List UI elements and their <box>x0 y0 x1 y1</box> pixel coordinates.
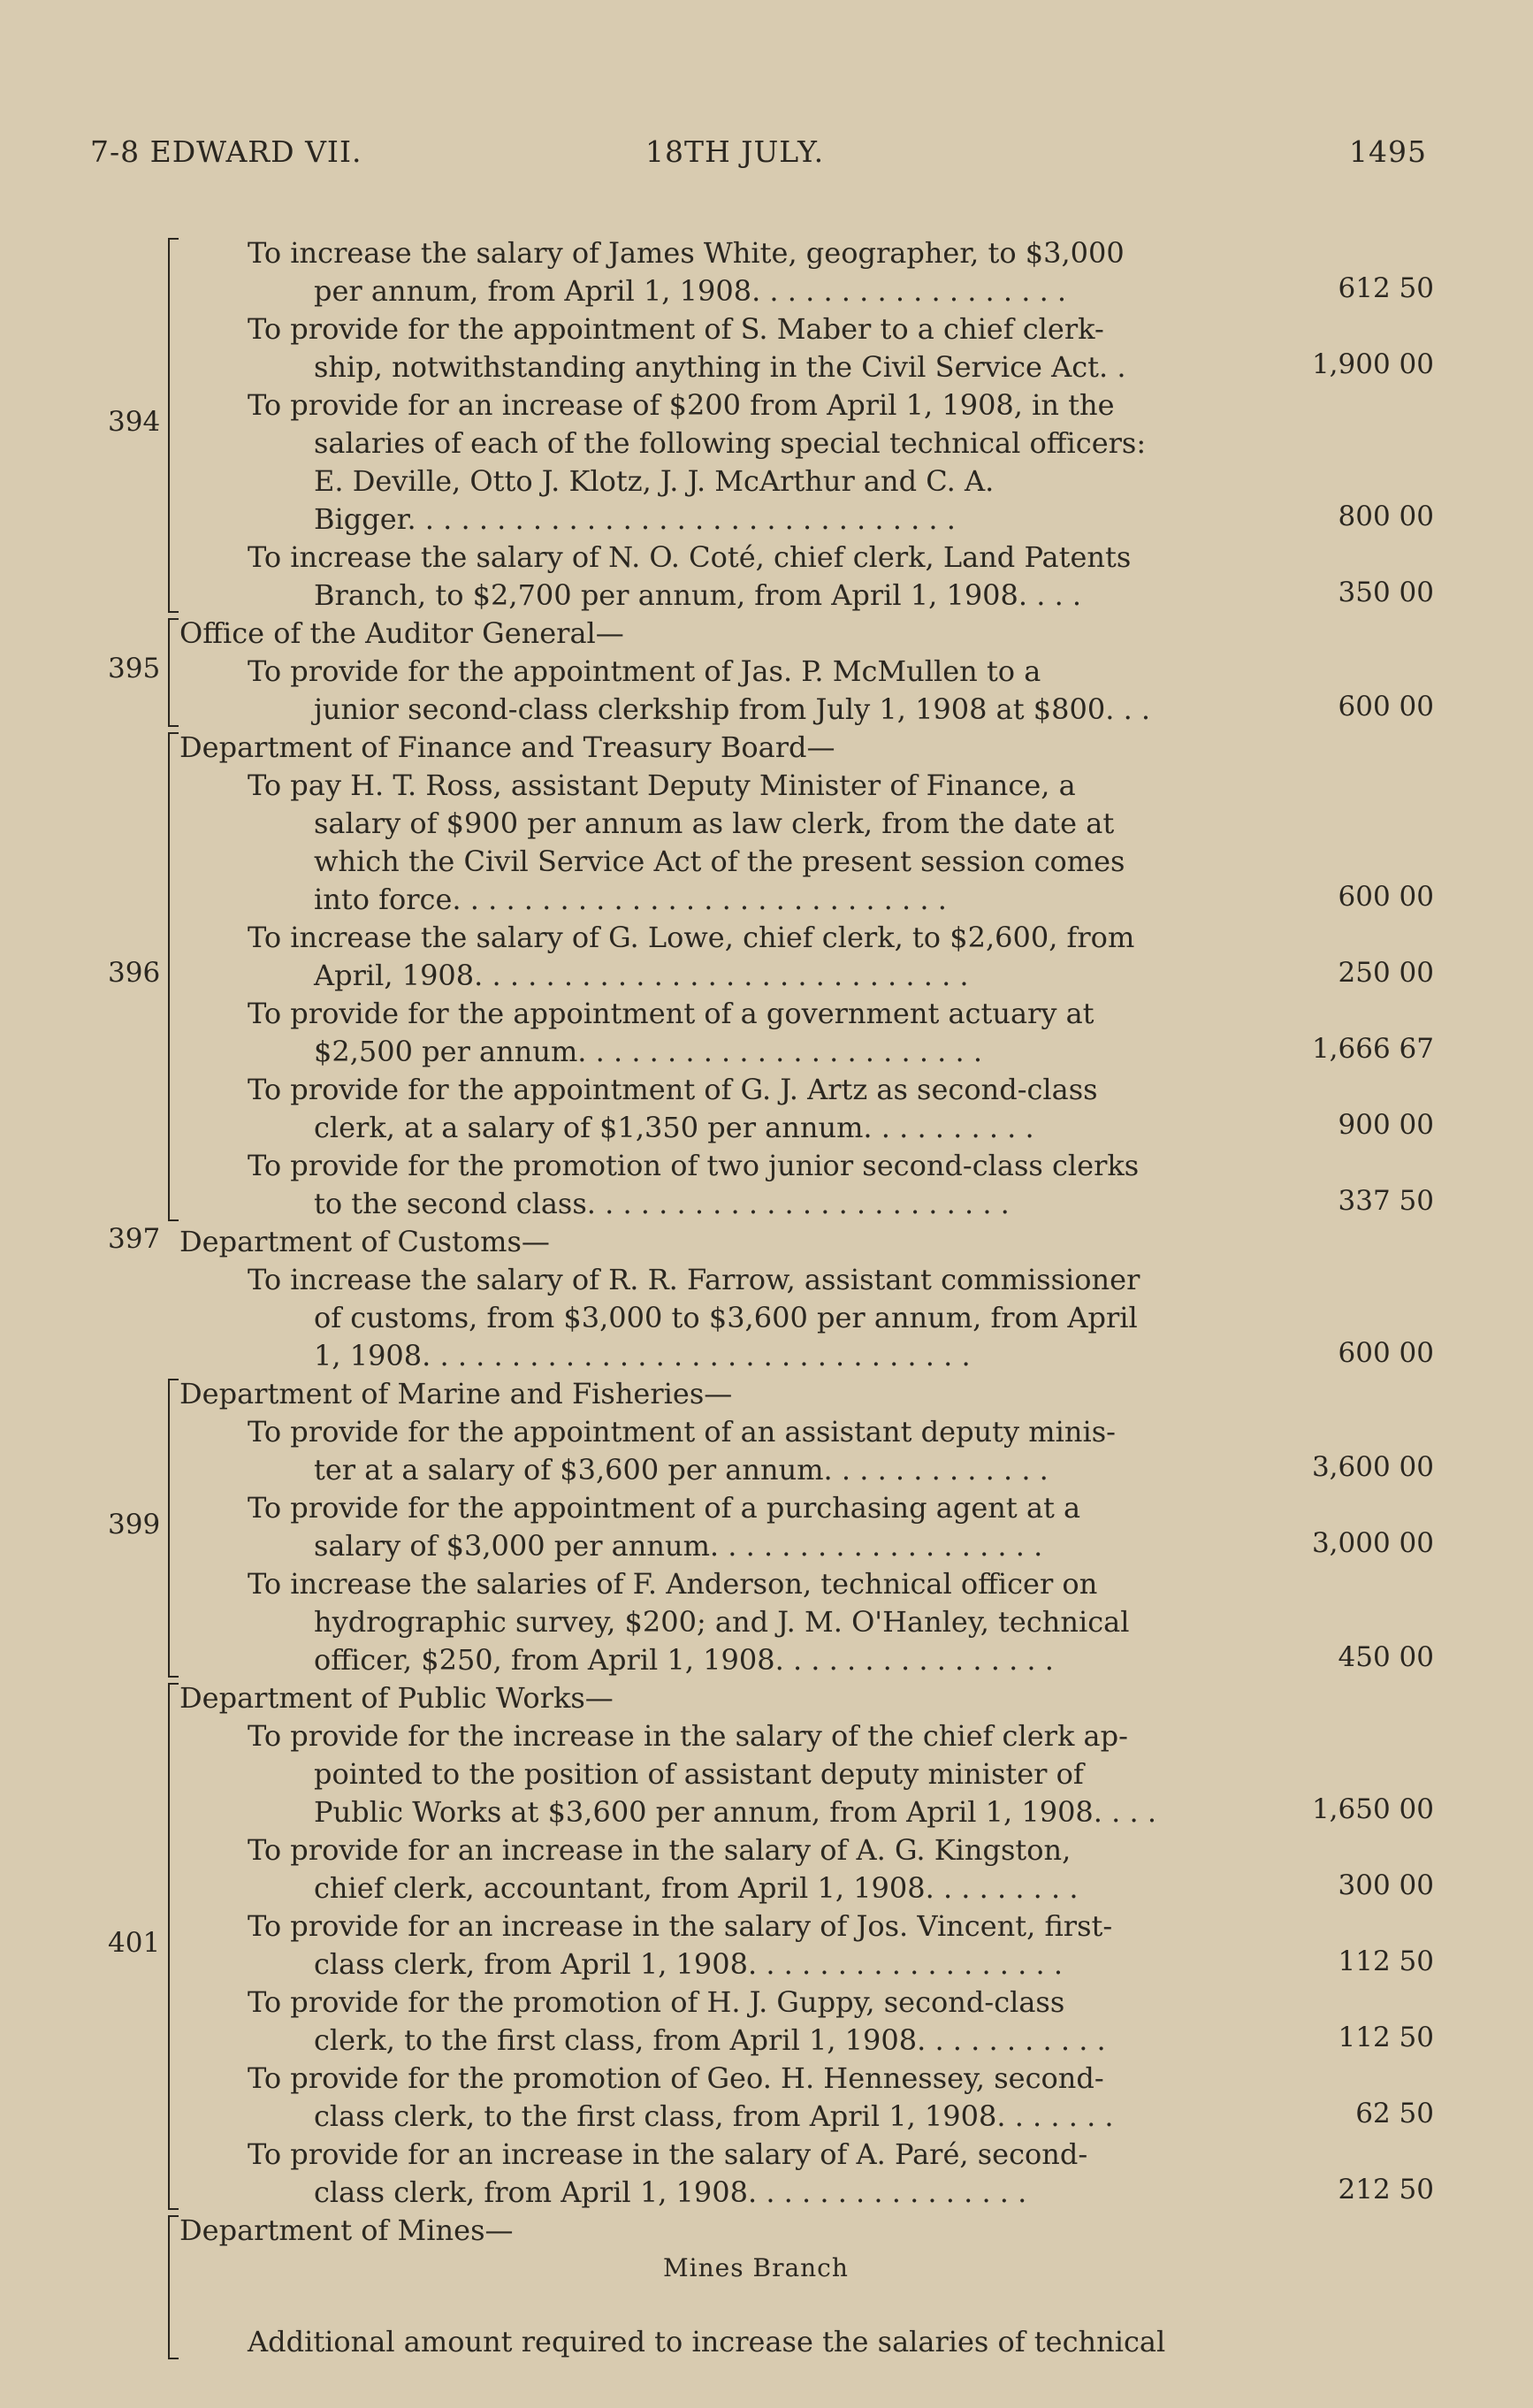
item-amount: 1,650 00 <box>1311 1793 1434 1825</box>
item-line: class clerk, from April 1, 1908. . . . . . . . . . . . . . . . <box>314 2175 1027 2209</box>
estimate-item <box>248 386 1229 539</box>
item-line: E. Deville, Otto J. Klotz, J. J. McArthur and C. A. <box>314 464 995 498</box>
vote-number: 395 <box>108 653 161 684</box>
vote-number: 394 <box>108 406 161 438</box>
section-heading: Office of the Auditor General— <box>179 616 624 650</box>
item-line: officer, $250, from April 1, 1908. . . . . . . . . . . . . . . . <box>314 1643 1054 1677</box>
item-line: To provide for the appointment of Jas. P. McMullen to a <box>248 654 1041 688</box>
vote-number: 397 <box>108 1223 161 1255</box>
item-line: To provide for an increase in the salary of Jos. Vincent, first- <box>248 1909 1113 1943</box>
item-line: To provide for the appointment of S. Maber to a chief clerk- <box>248 312 1104 346</box>
estimate-item <box>248 1071 1229 1147</box>
vote-number: 399 <box>108 1509 161 1540</box>
estimate-item <box>248 919 1229 995</box>
section-subheading: Mines Branch <box>663 2253 849 2282</box>
estimate-item <box>248 234 1229 310</box>
item-line: To provide for an increase of $200 from April 1, 1908, in the <box>248 388 1115 422</box>
item-line: $2,500 per annum. . . . . . . . . . . . . . . . . . . . . . . <box>314 1035 983 1068</box>
item-line: Additional amount required to increase the salaries of technical <box>248 2325 1166 2358</box>
estimate-item <box>248 2136 1229 2212</box>
item-line: To provide for the promotion of Geo. H. Hennessey, second- <box>248 2061 1104 2095</box>
estimate-item <box>248 2323 1229 2361</box>
estimate-item <box>248 1907 1229 1984</box>
item-line: clerk, to the first class, from April 1, 1908. . . . . . . . . . . <box>314 2023 1106 2057</box>
estimate-item <box>248 1565 1229 1679</box>
item-line: To increase the salaries of F. Anderson, technical officer on <box>248 1567 1098 1601</box>
item-amount: 900 00 <box>1338 1109 1434 1141</box>
item-line: To pay H. T. Ross, assistant Deputy Minister of Finance, a <box>248 768 1076 802</box>
item-amount: 3,600 00 <box>1311 1451 1434 1483</box>
item-line: To provide for the promotion of H. J. Guppy, second-class <box>248 1985 1065 2019</box>
item-amount: 600 00 <box>1338 691 1434 722</box>
vote-number: 401 <box>108 1927 161 1959</box>
estimate-item <box>248 1489 1229 1565</box>
section-heading: Department of Finance and Treasury Board— <box>179 730 835 764</box>
item-line: To increase the salary of N. O. Coté, chief clerk, Land Patents <box>248 540 1132 574</box>
item-amount: 62 50 <box>1355 2098 1434 2129</box>
section-brace <box>168 732 182 1221</box>
page-number: 1495 <box>1349 134 1427 169</box>
item-line: hydrographic survey, $200; and J. M. O'Hanley, technical <box>314 1605 1130 1639</box>
item-line: To increase the salary of R. R. Farrow, assistant commissioner <box>248 1263 1140 1296</box>
header-left: 7-8 EDWARD VII. <box>90 134 362 169</box>
estimate-item <box>248 2060 1229 2136</box>
item-line: to the second class. . . . . . . . . . . . . . . . . . . . . . . . <box>314 1187 1010 1220</box>
item-line: To provide for the appointment of a purchasing agent at a <box>248 1491 1081 1525</box>
item-line: To increase the salary of James White, geographer, to $3,000 <box>248 236 1125 270</box>
estimate-item <box>248 1413 1229 1489</box>
estimate-item <box>248 1717 1229 1831</box>
item-line: salaries of each of the following special technical officers: <box>314 426 1147 460</box>
item-line: To provide for the appointment of an assistant deputy minis- <box>248 1415 1116 1449</box>
item-line: Bigger. . . . . . . . . . . . . . . . . . . . . . . . . . . . . . . <box>314 502 956 536</box>
section-brace <box>168 618 182 727</box>
item-amount: 300 00 <box>1338 1869 1434 1901</box>
section-heading: Department of Mines— <box>179 2213 514 2247</box>
item-line: To increase the salary of G. Lowe, chief clerk, to $2,600, from <box>248 921 1135 954</box>
item-line: pointed to the position of assistant deputy minister of <box>314 1757 1084 1791</box>
item-amount: 337 50 <box>1338 1185 1434 1217</box>
estimate-item <box>248 1147 1229 1223</box>
item-line: To provide for the appointment of a government actuary at <box>248 997 1094 1030</box>
section-heading: Department of Marine and Fisheries— <box>179 1377 733 1410</box>
item-amount: 3,000 00 <box>1311 1527 1434 1559</box>
item-line: of customs, from $3,000 to $3,600 per annum, from April <box>314 1301 1138 1334</box>
section-brace <box>168 238 182 613</box>
item-line: per annum, from April 1, 1908. . . . . . . . . . . . . . . . . . <box>314 274 1067 308</box>
item-line: ship, notwithstanding anything in the Civil Service Act. . <box>314 350 1126 384</box>
section-brace <box>168 1379 182 1678</box>
section-brace <box>168 1683 182 2210</box>
estimate-item <box>248 310 1229 386</box>
estimate-item <box>248 653 1229 729</box>
item-amount: 250 00 <box>1338 957 1434 989</box>
item-line: into force. . . . . . . . . . . . . . . . . . . . . . . . . . . . <box>314 883 947 916</box>
item-line: Public Works at $3,600 per annum, from April 1, 1908. . . . <box>314 1795 1156 1829</box>
item-line: Branch, to $2,700 per annum, from April 1, 1908. . . . <box>314 578 1082 612</box>
item-amount: 600 00 <box>1338 881 1434 913</box>
item-amount: 612 50 <box>1338 272 1434 304</box>
item-line: To provide for an increase in the salary of A. Paré, second- <box>248 2137 1088 2171</box>
item-line: salary of $3,000 per annum. . . . . . . . . . . . . . . . . . . <box>314 1529 1043 1563</box>
item-line: junior second-class clerkship from July 1, 1908 at $800. . . <box>314 692 1151 726</box>
estimate-item <box>248 767 1229 919</box>
item-line: chief clerk, accountant, from April 1, 1908. . . . . . . . . <box>314 1871 1079 1905</box>
item-line: April, 1908. . . . . . . . . . . . . . . . . . . . . . . . . . . . <box>314 959 969 992</box>
section-brace <box>168 2215 182 2359</box>
item-line: 1, 1908. . . . . . . . . . . . . . . . . . . . . . . . . . . . . . . <box>314 1339 971 1372</box>
estimate-item <box>248 539 1229 615</box>
item-line: salary of $900 per annum as law clerk, from the date at <box>314 806 1115 840</box>
item-amount: 1,900 00 <box>1311 348 1434 380</box>
item-line: To provide for the promotion of two junior second-class clerks <box>248 1149 1140 1182</box>
section-heading: Department of Customs— <box>179 1225 550 1258</box>
section-heading: Department of Public Works— <box>179 1681 614 1715</box>
item-line: To provide for the increase in the salary of the chief clerk ap- <box>248 1719 1128 1753</box>
item-line: To provide for an increase in the salary of A. G. Kingston, <box>248 1833 1072 1867</box>
item-line: class clerk, from April 1, 1908. . . . . . . . . . . . . . . . . . <box>314 1947 1063 1981</box>
header-center: 18TH JULY. <box>645 134 825 169</box>
estimate-item <box>248 1261 1229 1375</box>
item-amount: 600 00 <box>1338 1337 1434 1369</box>
item-amount: 800 00 <box>1338 501 1434 532</box>
item-amount: 450 00 <box>1338 1641 1434 1673</box>
item-amount: 212 50 <box>1338 2174 1434 2205</box>
item-amount: 112 50 <box>1338 1946 1434 1977</box>
estimate-item <box>248 1831 1229 1907</box>
item-line: To provide for the appointment of G. J. Artz as second-class <box>248 1073 1098 1106</box>
item-amount: 350 00 <box>1338 577 1434 608</box>
item-amount: 1,666 67 <box>1311 1033 1434 1065</box>
item-line: ter at a salary of $3,600 per annum. . . . . . . . . . . . . <box>314 1453 1049 1487</box>
item-line: which the Civil Service Act of the present session comes <box>314 845 1125 878</box>
estimate-item <box>248 1984 1229 2060</box>
item-line: clerk, at a salary of $1,350 per annum. . . . . . . . . . <box>314 1111 1034 1144</box>
item-line: class clerk, to the first class, from April 1, 1908. . . . . . . <box>314 2099 1114 2133</box>
item-amount: 112 50 <box>1338 2022 1434 2053</box>
vote-number: 396 <box>108 957 161 989</box>
estimate-item <box>248 995 1229 1071</box>
